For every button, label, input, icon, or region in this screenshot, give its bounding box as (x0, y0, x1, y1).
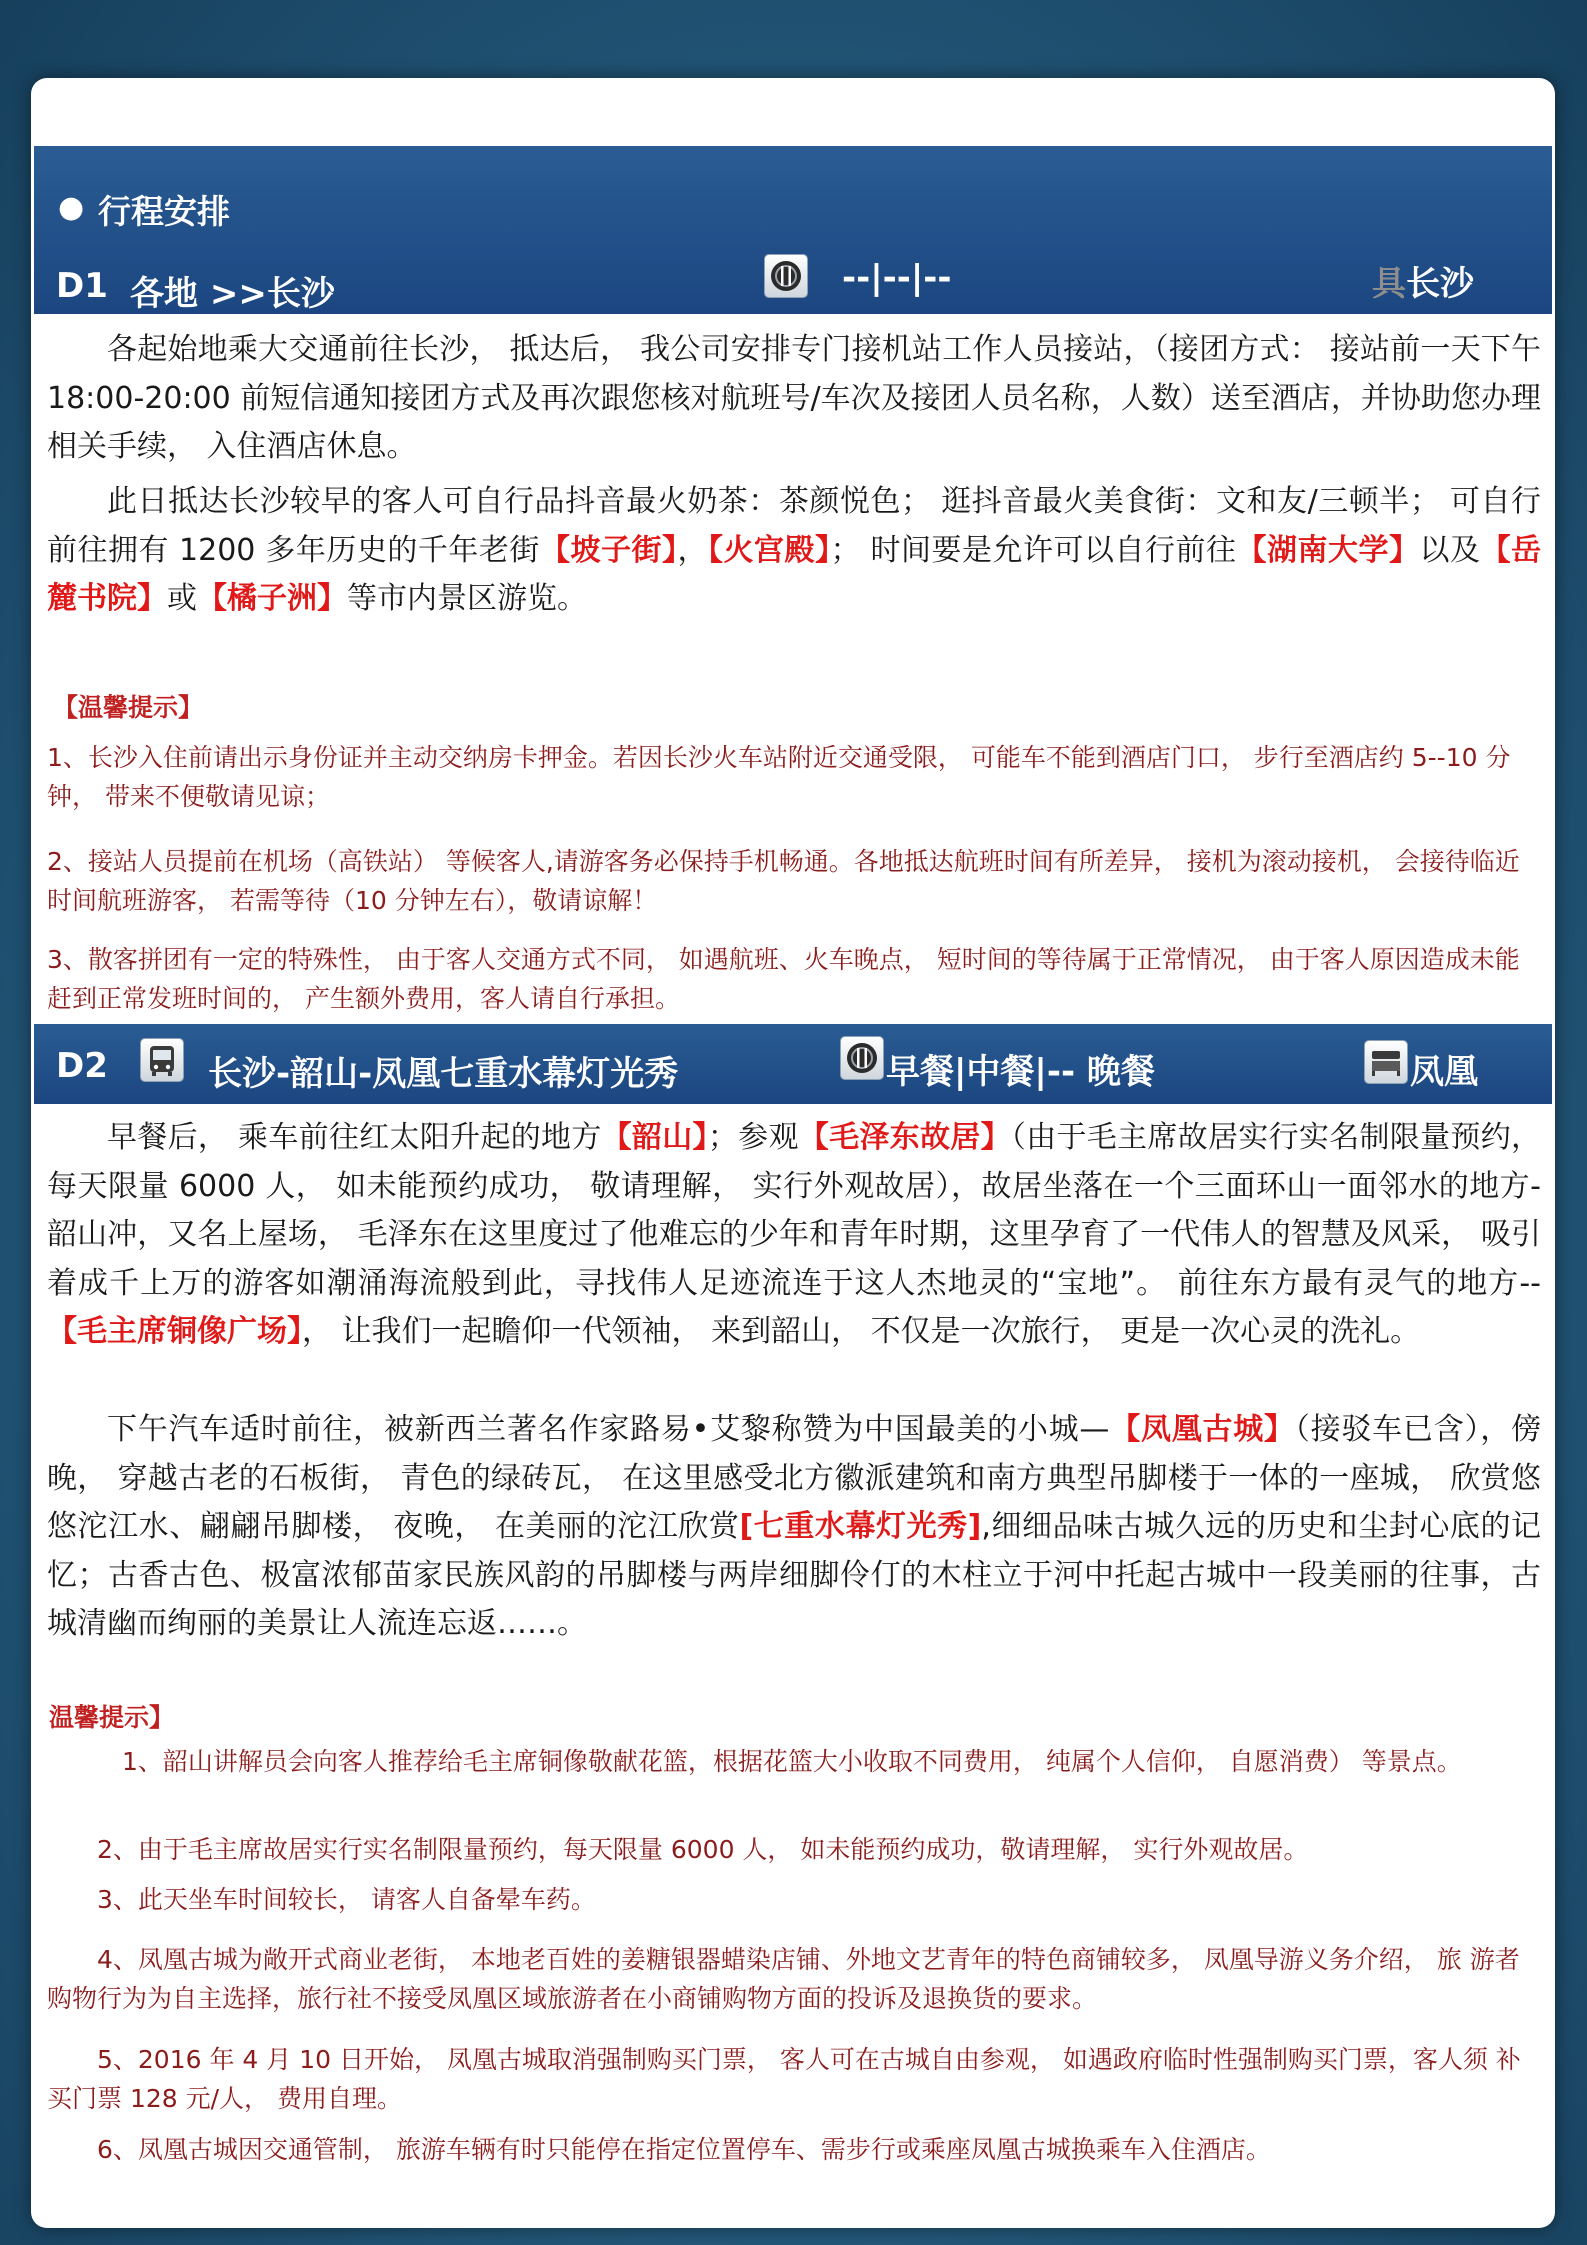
day2-tip-5: 5、2016 年 4 月 10 日开始， 凤凰古城取消强制购买门票， 客人可在古城自由参观， 如遇政府临时性强制购买门票，客人须 补买门票 128 元/人， 费用自理。 (47, 2045, 1521, 2113)
fork-knife-icon (840, 1036, 884, 1080)
day2-paragraph-1 (47, 1114, 1541, 1357)
text-run: 此日抵达长沙较早的客人可自行品抖音最火奶茶：茶颜悦色； 逛抖音最火美食街：文和友/三顿半； 可自行前往拥有 1200 多年历史的千年老街 (47, 484, 1541, 568)
highlight-spot: 【火宫殿】 (707, 532, 831, 568)
highlight-spot: 【韶山】 (601, 1120, 708, 1155)
day1-paragraph-1: 各起始地乘大交通前往长沙， 抵达后， 我公司安排专门接机站工作人员接站，（接团方式： 接站前一天下午 18:00-20:00 前短信通知接团方式及再次跟您核对航班号/车次及接团人员名称，人数）送至酒店，并协助您办理相关手续， 入住酒店休息。 (47, 332, 1541, 464)
day2-code: D2 (56, 1046, 108, 1086)
day2-paragraph-2 (47, 1406, 1541, 1649)
day1-tip-3: 3、散客拼团有一定的特殊性， 由于客人交通方式不同， 如遇航班、火车晚点， 短时间的等待属于正常情况， 由于客人原因造成未能赶到正常发班时间的， 产生额外费用，客人请自行承担。 (47, 945, 1520, 1013)
highlight-spot: 【湖南大学】 (1236, 532, 1420, 568)
text-run: （由于毛主席故居实行实名制限量预约， 每天限量 6000 人， 如未能预约成功， 敬请理解， 实行外观故居），故居坐落在一个三面环山一面邻水的地方-韶山冲，又名上屋场， 毛泽东在这里度过了他难忘的少年和青年时期，这里孕育了一代伟人的智慧及风采， 吸引着成千上万的游客如潮涌海流般到此，寻找伟人足迹流连于这人杰地灵的“宝地”。 前往东方最有灵气的地方-- (47, 1120, 1542, 1301)
day2-route: 长沙-韶山-凤凰七重水幕灯光秀 (208, 1054, 679, 1094)
fork-knife-icon (764, 254, 808, 298)
text-run: ；参观 (707, 1120, 799, 1155)
itinerary-sheet (31, 78, 1555, 2228)
text-run: 以及 (1419, 532, 1481, 568)
day1-tip-2: 2、接站人员提前在机场（高铁站） 等候客人,请游客务必保持手机畅通。各地抵达航班时间有所差异， 接机为滚动接机， 会接待临近时间航班游客， 若需等待（10 分钟左右），敬请谅解！ (47, 847, 1520, 915)
text-run: ,细细品味古城久远的历史和尘封心底的记忆；古香古色、极富浓郁苗家民族风韵的吊脚楼与两岸细脚伶仃的木柱立于河中托起古城中一段美丽的往事，古城清幽而绚丽的美景让人流连忘返……。 (47, 1509, 1542, 1641)
text-run: 或 (167, 581, 197, 616)
day2-header-bar (34, 1024, 1552, 1104)
text-run: 下午汽车适时前往，被新西兰著名作家路易•艾黎称赞为中国最美的小城— (107, 1412, 1110, 1447)
text-run: 早餐后， 乘车前往红太阳升起的地方 (107, 1120, 602, 1155)
day1-hotel: 长沙 (1406, 264, 1474, 304)
text-run: ， (677, 532, 708, 568)
day1-tip-1: 1、长沙入住前请出示身份证并主动交纳房卡押金。若因长沙火车站附近交通受限， 可能车不能到酒店门口， 步行至酒店约 5--10 分钟， 带来不便敬请见谅； (47, 743, 1511, 811)
highlight-spot: 【凤凰古城】 (1109, 1412, 1295, 1447)
day1-header-bar (34, 146, 1552, 314)
text-run: ； 时间要是允许可以自行前往 (830, 532, 1237, 568)
bed-icon-glyph: 具 (1372, 264, 1406, 304)
day2-tip-2: 2、由于毛主席故居实行实名制限量预约，每天限量 6000 人， 如未能预约成功，敬请理解， 实行外观故居。 (97, 1835, 1309, 1864)
day2-tip-4: 4、凤凰古城为敞开式商业老街， 本地老百姓的姜糖银器蜡染店铺、外地文艺青年的特色商铺较多， 凤凰导游义务介绍， 旅 游者购物行为为自主选择，旅行社不接受凤凰区域旅游者在小商铺购物方面的投诉及退换货的要求。 (47, 1945, 1520, 2013)
highlight-spot: 【岳麓书院】 (47, 532, 1542, 616)
highlight-spot: 【橘子洲】 (197, 581, 347, 616)
day2-meals: 早餐|中餐|-- 晚餐 (886, 1052, 1155, 1092)
bed-icon (1364, 1040, 1408, 1084)
text-run: ， 让我们一起瞻仰一代领袖， 来到韶山， 不仅是一次旅行， 更是一次心灵的洗礼。 (302, 1314, 1421, 1349)
text-run: （接驳车已含），傍晚， 穿越古老的石板街， 青色的绿砖瓦， 在这里感受北方徽派建筑和南方典型吊脚楼于一体的一座城， 欣赏悠悠沱江水、翩翩吊脚楼， 夜晚， 在美丽的沱江欣赏 (47, 1412, 1542, 1544)
day2-tip-6: 6、凤凰古城因交通管制， 旅游车辆有时只能停在指定位置停车、需步行或乘座凤凰古城换乘车入住酒店。 (97, 2135, 1271, 2164)
highlight-spot: 【毛主席铜像广场】 (47, 1314, 302, 1349)
section-title: 行程安排 (98, 192, 230, 231)
section-bullet: ● (58, 190, 85, 225)
day2-tip-1: 1、韶山讲解员会向客人推荐给毛主席铜像敬献花篮，根据花篮大小收取不同费用， 纯属个人信仰， 自愿消费） 等景点。 (122, 1747, 1462, 1776)
day1-code: D1 (56, 266, 108, 306)
day1-tips-title: 【温馨提示】 (53, 693, 204, 722)
text-run: 等市内景区游览。 (347, 581, 587, 616)
day2-tip-3: 3、此天坐车时间较长， 请客人自备晕车药。 (97, 1885, 596, 1914)
highlight-spot: [七重水幕灯光秀] (739, 1509, 982, 1544)
day1-paragraph-2 (47, 478, 1541, 624)
highlight-spot: 【毛泽东故居】 (798, 1120, 1011, 1155)
day1-meals: --|--|-- (842, 258, 952, 298)
bus-icon (140, 1038, 184, 1082)
day2-hotel: 凤凰 (1410, 1052, 1478, 1092)
highlight-spot: 【坡子街】 (539, 532, 678, 568)
day1-route: 各地 >>长沙 (130, 274, 335, 314)
day2-tips-title: 温馨提示】 (49, 1703, 175, 1732)
